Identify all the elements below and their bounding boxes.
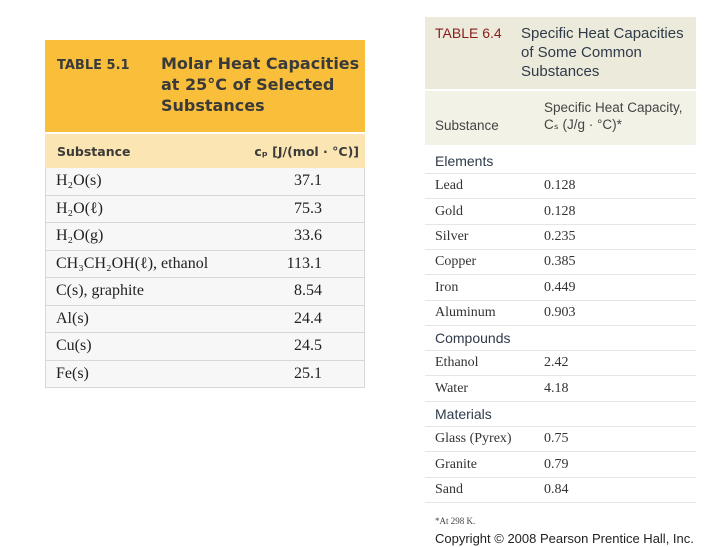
- value-cell: 0.128: [544, 203, 576, 219]
- category-row: [425, 149, 696, 174]
- category-label: Compounds: [435, 330, 511, 347]
- table-row: [425, 174, 696, 199]
- table-row: [425, 276, 696, 301]
- value-cell: 24.5: [294, 337, 322, 354]
- column-molar-heat: cₚ [J/(mol · °C)]: [254, 144, 359, 159]
- value-cell: 0.75: [544, 431, 569, 447]
- substance-cell: Al(s): [56, 309, 89, 327]
- table-row: [425, 250, 696, 275]
- substance-cell: Sand: [435, 481, 463, 497]
- substance-cell: Granite: [435, 456, 477, 472]
- value-cell: 2.42: [544, 355, 569, 371]
- substance-cell: Fe(s): [56, 364, 89, 382]
- category-row: [425, 402, 696, 427]
- table-row: [45, 168, 365, 196]
- value-cell: 0.84: [544, 481, 569, 497]
- value-cell: 0.235: [544, 228, 576, 244]
- table-6-4: [425, 17, 696, 547]
- category-label: Elements: [435, 153, 494, 169]
- table-5-1: [45, 40, 365, 388]
- table-5-1-column-header: [45, 132, 365, 168]
- value-cell: 113.1: [286, 254, 322, 272]
- table-row: [45, 278, 365, 306]
- substance-cell: C(s), graphite: [56, 282, 144, 299]
- substance-cell: CH₃CH₂OH(ℓ), ethanol: [56, 254, 209, 272]
- table-row: [45, 361, 365, 389]
- value-cell: 24.4: [294, 309, 322, 327]
- substance-cell: H₂O(s): [56, 172, 102, 189]
- substance-cell: Silver: [435, 228, 469, 244]
- substance-cell: Glass (Pyrex): [435, 431, 512, 447]
- column-substance: Substance: [435, 118, 499, 133]
- category-row: [425, 326, 696, 351]
- table-row: [45, 223, 365, 251]
- value-cell: 8.54: [294, 282, 322, 299]
- table-row: [425, 351, 696, 376]
- value-cell: 0.79: [544, 456, 569, 472]
- table-row: [425, 453, 696, 478]
- table-row: [425, 225, 696, 250]
- table-row: [425, 200, 696, 225]
- category-label: Materials: [435, 406, 492, 422]
- substance-cell: Lead: [435, 178, 463, 194]
- table-row: [45, 196, 365, 224]
- table-row: [425, 301, 696, 326]
- table-5-1-header: [45, 40, 365, 132]
- value-cell: 25.1: [294, 364, 322, 382]
- table-row: [425, 478, 696, 503]
- table-row: [425, 377, 696, 402]
- table-5-1-rows: [45, 168, 365, 388]
- table-row: [425, 427, 696, 452]
- table-6-4-footnote: *At 298 K.: [435, 516, 476, 526]
- table-6-4-number: TABLE 6.4: [435, 25, 502, 41]
- table-5-1-title: Molar Heat Capacities at 25°C of Selected Substances: [161, 54, 360, 115]
- value-cell: 0.449: [544, 279, 576, 295]
- column-specific-heat: Specific Heat Capacity, Cₛ (J/g · °C)*: [544, 100, 683, 132]
- substance-cell: H₂O(ℓ): [56, 199, 104, 217]
- table-row: [45, 306, 365, 334]
- value-cell: 33.6: [294, 227, 322, 244]
- table-6-4-column-header: [425, 89, 696, 145]
- substance-cell: Gold: [435, 203, 463, 219]
- value-cell: 4.18: [544, 380, 569, 396]
- value-cell: 0.385: [544, 254, 576, 270]
- substance-cell: Cu(s): [56, 337, 92, 354]
- table-5-1-number: TABLE 5.1: [57, 58, 130, 73]
- substance-cell: Water: [435, 380, 469, 396]
- table-6-4-title: Specific Heat Capacities of Some Common Substances: [521, 25, 684, 80]
- value-cell: 37.1: [294, 172, 322, 189]
- substance-cell: H₂O(g): [56, 227, 104, 244]
- table-row: [45, 251, 365, 279]
- value-cell: 75.3: [294, 199, 322, 217]
- table-row: [45, 333, 365, 361]
- value-cell: 0.903: [544, 304, 576, 320]
- column-substance: Substance: [57, 144, 131, 159]
- table-6-4-header: [425, 17, 696, 89]
- copyright-notice: Copyright © 2008 Pearson Prentice Hall, Inc.: [435, 531, 694, 546]
- substance-cell: Copper: [435, 254, 477, 270]
- substance-cell: Aluminum: [435, 304, 496, 320]
- substance-cell: Iron: [435, 279, 459, 295]
- substance-cell: Ethanol: [435, 355, 479, 371]
- value-cell: 0.128: [544, 178, 576, 194]
